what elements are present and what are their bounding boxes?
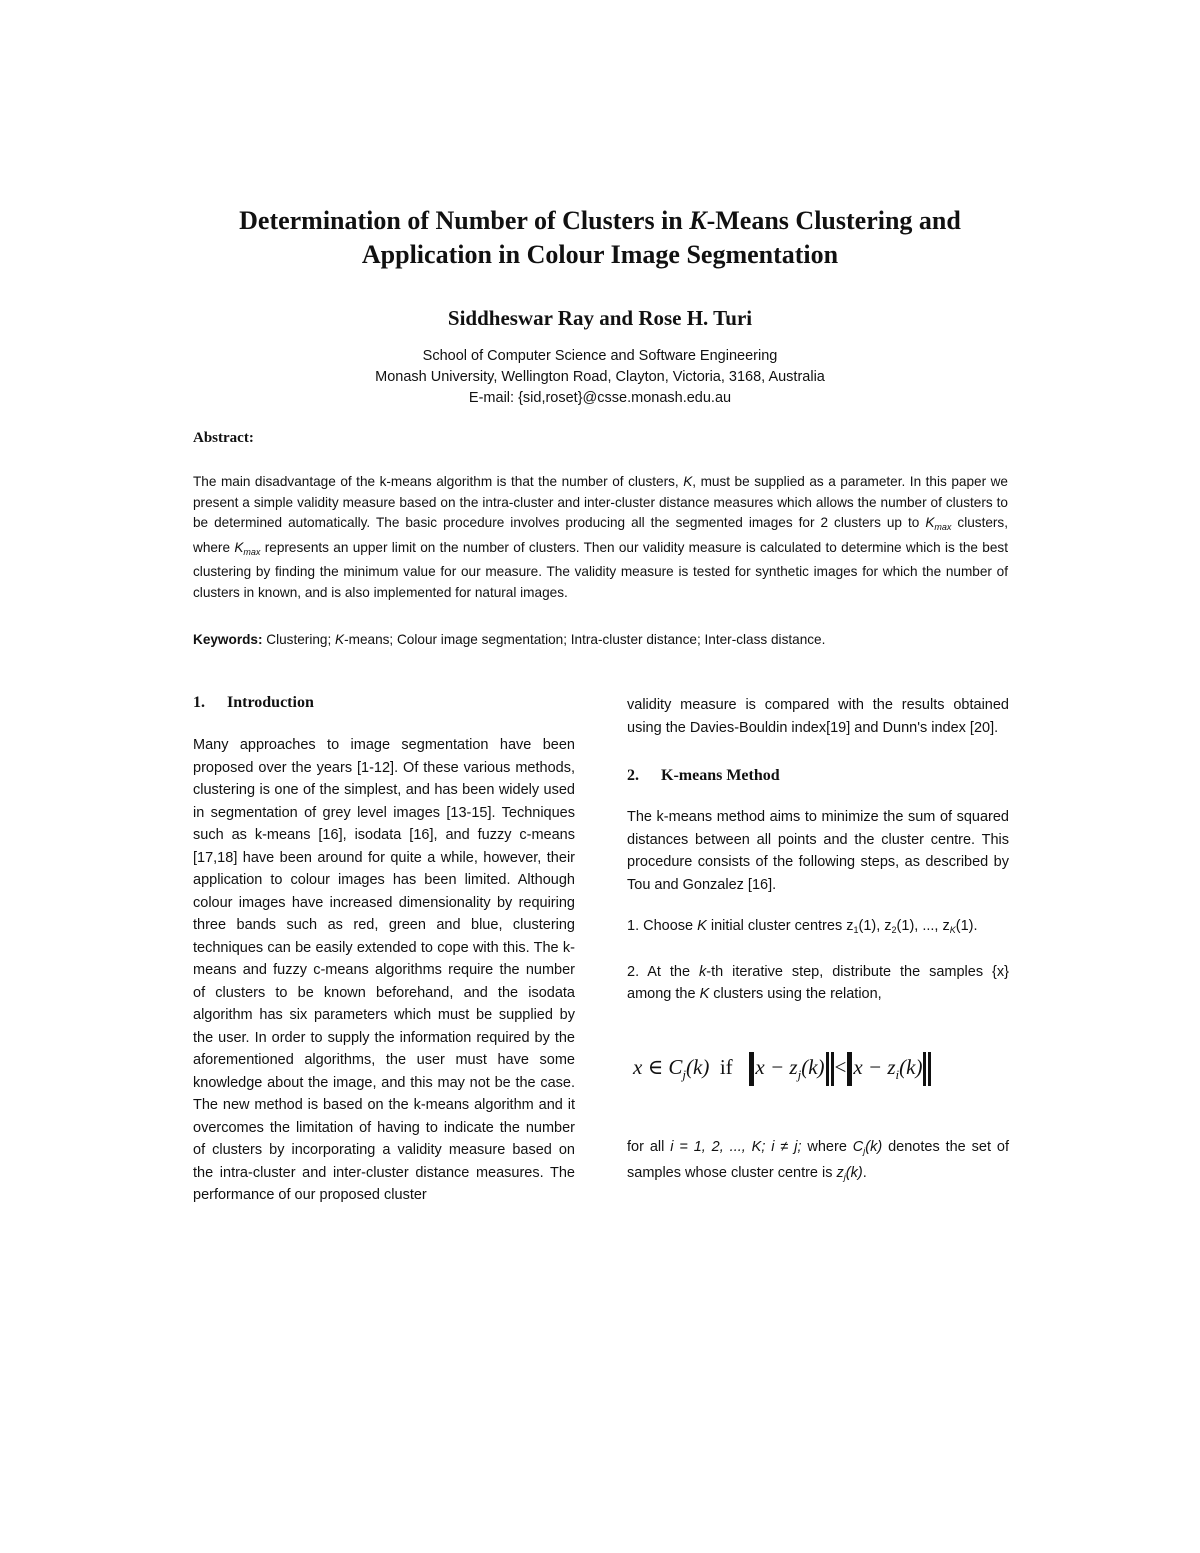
step-2: 2. At the k-th iterative step, distribute the samples {x} among the K clusters using the relation, (627, 963, 1009, 1002)
step-1: 1. Choose K initial cluster centres $z_1(1)$, $z_2(1)$, ..., $z_K(1)$. (627, 918, 978, 935)
paper-title (0, 204, 1200, 272)
assignment-equation: x ∈ $C_j(k)$ if $x - z_j(k) < x - z_i(k)$ (627, 1052, 1009, 1086)
abstract-heading: Abstract: (193, 430, 254, 446)
abstract-body: The main disadvantage of the k-means algorithm is that the number of clusters, K, must be supplied as a parameter. In this paper we present a simple validity measure based on the intra-cluster and inter-cluster distance measures which allows the number of clusters to be determined automatically. The basic procedure involves producing all the segmented images for 2 clusters up to $K_{max}$ clusters, where $K_{max}$ represents an upper limit on the number of clusters. Then our validity measure is calculated to determine which is the best clustering by finding the minimum value for our measure. The validity measure is tested for synthetic images for which the number of clusters in known, and is also implemented for natural images. (193, 474, 1009, 600)
affiliation-school: School of Computer Science and Software Engineering (422, 348, 778, 364)
introduction-text: Many approaches to image segmentation have been proposed over the years [1-12]. Of these various methods, clustering is one of the simplest, and has been widely used in segmentation of grey level images [13-15]. Techniques such as k-means [16], isodata [16], and fuzzy c-means [17,18] have been around for quite a while, however, their application to colour images has been limited. Although colour images have increased dimensionality by requiring three bands such as red, green and blue, clustering techniques can be easily extended to cope with this. The k-means and fuzzy c-means algorithms require the number of clusters to be known beforehand, and the isodata algorithm has six parameters which must be supplied by the user. In order to supply the information required by the aforementioned algorithms, the user must have some knowledge about the image, and this may not be the case. The new method is based on the k-means algorithm and it overcomes the limitation of having to indicate the number of clusters by incorporating a validity measure based on the intra-cluster and inter-cluster distance measures. The performance of our proposed cluster (193, 737, 575, 1203)
left-column (193, 694, 575, 1207)
section-heading-introduction: 1. Introduction (193, 694, 314, 711)
kmeans-intro: The k-means method aims to minimize the sum of squared distances between all points and the cluster centre. This procedure consists of the following steps, as described by Tou and Gonzalez [16]. (627, 809, 1009, 893)
equation-explanation: for all i = 1, 2, ..., K; i ≠ j; where $C_j(k)$ denotes the set of samples whose cluster centre is $z_j(k)$. (627, 1138, 1009, 1182)
authors: Siddheswar Ray and Rose H. Turi (447, 306, 753, 330)
title-line-1: Determination of Number of Clusters in K-Means Clustering and (239, 206, 961, 235)
affiliation-address: Monash University, Wellington Road, Clayton, Victoria, 3168, Australia (375, 369, 825, 385)
affiliation (0, 346, 1200, 409)
section-heading-kmeans: 2. K-means Method (627, 767, 780, 784)
right-column (627, 694, 1009, 1189)
title-line-2: Application in Colour Image Segmentation (361, 240, 839, 269)
introduction-continuation: validity measure is compared with the results obtained using the Davies-Bouldin index[19] and Dunn's index [20]. (627, 697, 1009, 736)
affiliation-email: E-mail: {sid,roset}@csse.monash.edu.au (468, 390, 732, 406)
keywords: Keywords: Clustering; K-means; Colour image segmentation; Intra-cluster distance; Inter-class distance. (193, 632, 826, 647)
